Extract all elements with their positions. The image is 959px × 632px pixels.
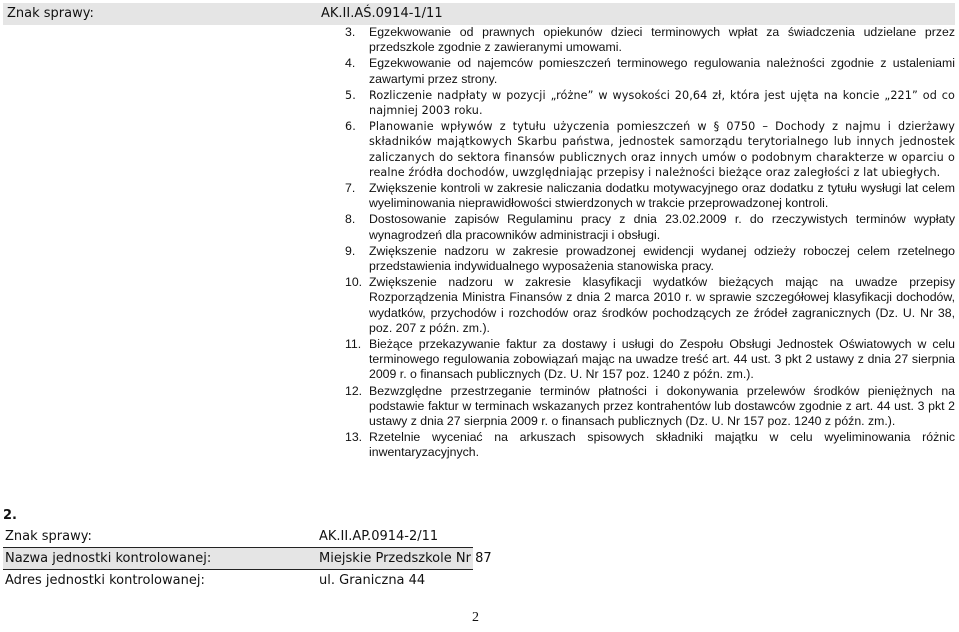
list-item: 6. Planowanie wpływów z tytułu użyczenia pomieszczeń w § 0750 – Dochody z najmu i dzierżawy składników majątkowych Skarbu państwa, jednostek samorządu terytorialnego lub innych jednostek zaliczanych do sektora finansów publicznych oraz innych umów o podobnym charakterze w oparciu o realne źródła dochodów, uwzględniając przepisy i należności bieżące oraz zaległości z lat ubiegłych.: [345, 120, 955, 179]
unit-address-label: Adres jednostki kontrolowanej:: [5, 573, 205, 588]
recommendations-list: [320, 25, 955, 495]
unit-name-value: Miejskie Przedszkole Nr 87: [319, 551, 492, 566]
case-number-value: AK.II.AP.0914-2/11: [319, 529, 439, 544]
list-item: 5. Rozliczenie nadpłaty w pozycji „różne” w wysokości 20,64 zł, która jest ujęta na koncie „221” od co najmniej 2003 roku.: [345, 88, 955, 118]
page-number: 2: [472, 610, 479, 625]
list-item: 12. Bezwzględne przestrzeganie terminów płatności i dokonywania przelewów środków pieniężnych na podstawie faktur w terminach wskazanych przez kontrahentów lub dostawców zgodnie z art. 44 ust. 3 pkt 2 ustawy z dnia 27 sierpnia 2009 r. o finansach publicznych (Dz. U. Nr 157 poz. 1240 z późn. zm.).: [345, 383, 955, 429]
case-number-row: [3, 3, 955, 25]
list-item: 4. Egzekwowanie od najemców pomieszczeń terminowego regulowania należności zgodnie z ustaleniami zawartymi przez strony.: [345, 56, 955, 86]
list-item: 7. Zwiększenie kontroli w zakresie naliczania dodatku motywacyjnego oraz dodatku z tytułu wysługi lat celem wyeliminowania nieprawidłowości stwierdzonych w trakcie przeprowadzonej kontroli.: [345, 181, 955, 211]
case-number-row: [3, 526, 473, 547]
case-number-label: Znak sprawy:: [7, 6, 94, 21]
list-item: 9. Zwiększenie nadzoru w zakresie prowadzonej ewidencji wydanej odzieży roboczej celem rzetelnego przedstawienia indywidualnego wyposażenia stanowiska pracy.: [345, 243, 955, 274]
unit-address-value: ul. Graniczna 44: [319, 573, 426, 588]
list-item: 13. Rzetelnie wyceniać na arkuszach spisowych składniki majątku w celu wyeliminowania różnic inwentaryzacyjnych.: [345, 430, 955, 460]
case-number-label: Znak sprawy:: [5, 529, 92, 544]
inspection-info-table: [3, 526, 492, 591]
section-number: 2.: [3, 508, 17, 523]
list-item: 11. Bieżące przekazywanie faktur za dostawy i usługi do Zespołu Obsługi Jednostek Oświatowych w celu terminowego regulowania zobowiązań mając na uwadze treść art. 44 ust. 3 pkt 2 ustawy z dnia 27 sierpnia 2009 r. o finansach publicznych (Dz. U. Nr 157 poz. 1240 z późn. zm.).: [345, 337, 955, 382]
unit-name-row: [3, 547, 492, 570]
unit-name-label: Nazwa jednostki kontrolowanej:: [5, 551, 212, 566]
case-number-value: AK.II.AŚ.0914-1/11: [321, 6, 443, 21]
list-item: 3. Egzekwowanie od prawnych opiekunów dzieci terminowych wpłat za świadczenia udzielane przez przedszkole zgodnie z zawieranymi umowami.: [345, 25, 955, 55]
list-item: 10. Zwiększenie nadzoru w zakresie klasyfikacji wydatków bieżących mając na uwadze przepisy Rozporządzenia Ministra Finansów z dnia 2 marca 2010 r. w sprawie szczegółowej klasyfikacji dochodów, wydatków, przychodów i rozchodów oraz środków pochodzących ze źródeł zagranicznych (Dz. U. Nr 38, poz. 207 z późn. zm.).: [345, 275, 955, 335]
list-item: 8. Dostosowanie zapisów Regulaminu pracy z dnia 23.02.2009 r. do rzeczywistych terminów wypłaty wynagrodzeń dla pracowników administracji i obsługi.: [345, 212, 955, 242]
unit-address-row: [3, 570, 473, 591]
